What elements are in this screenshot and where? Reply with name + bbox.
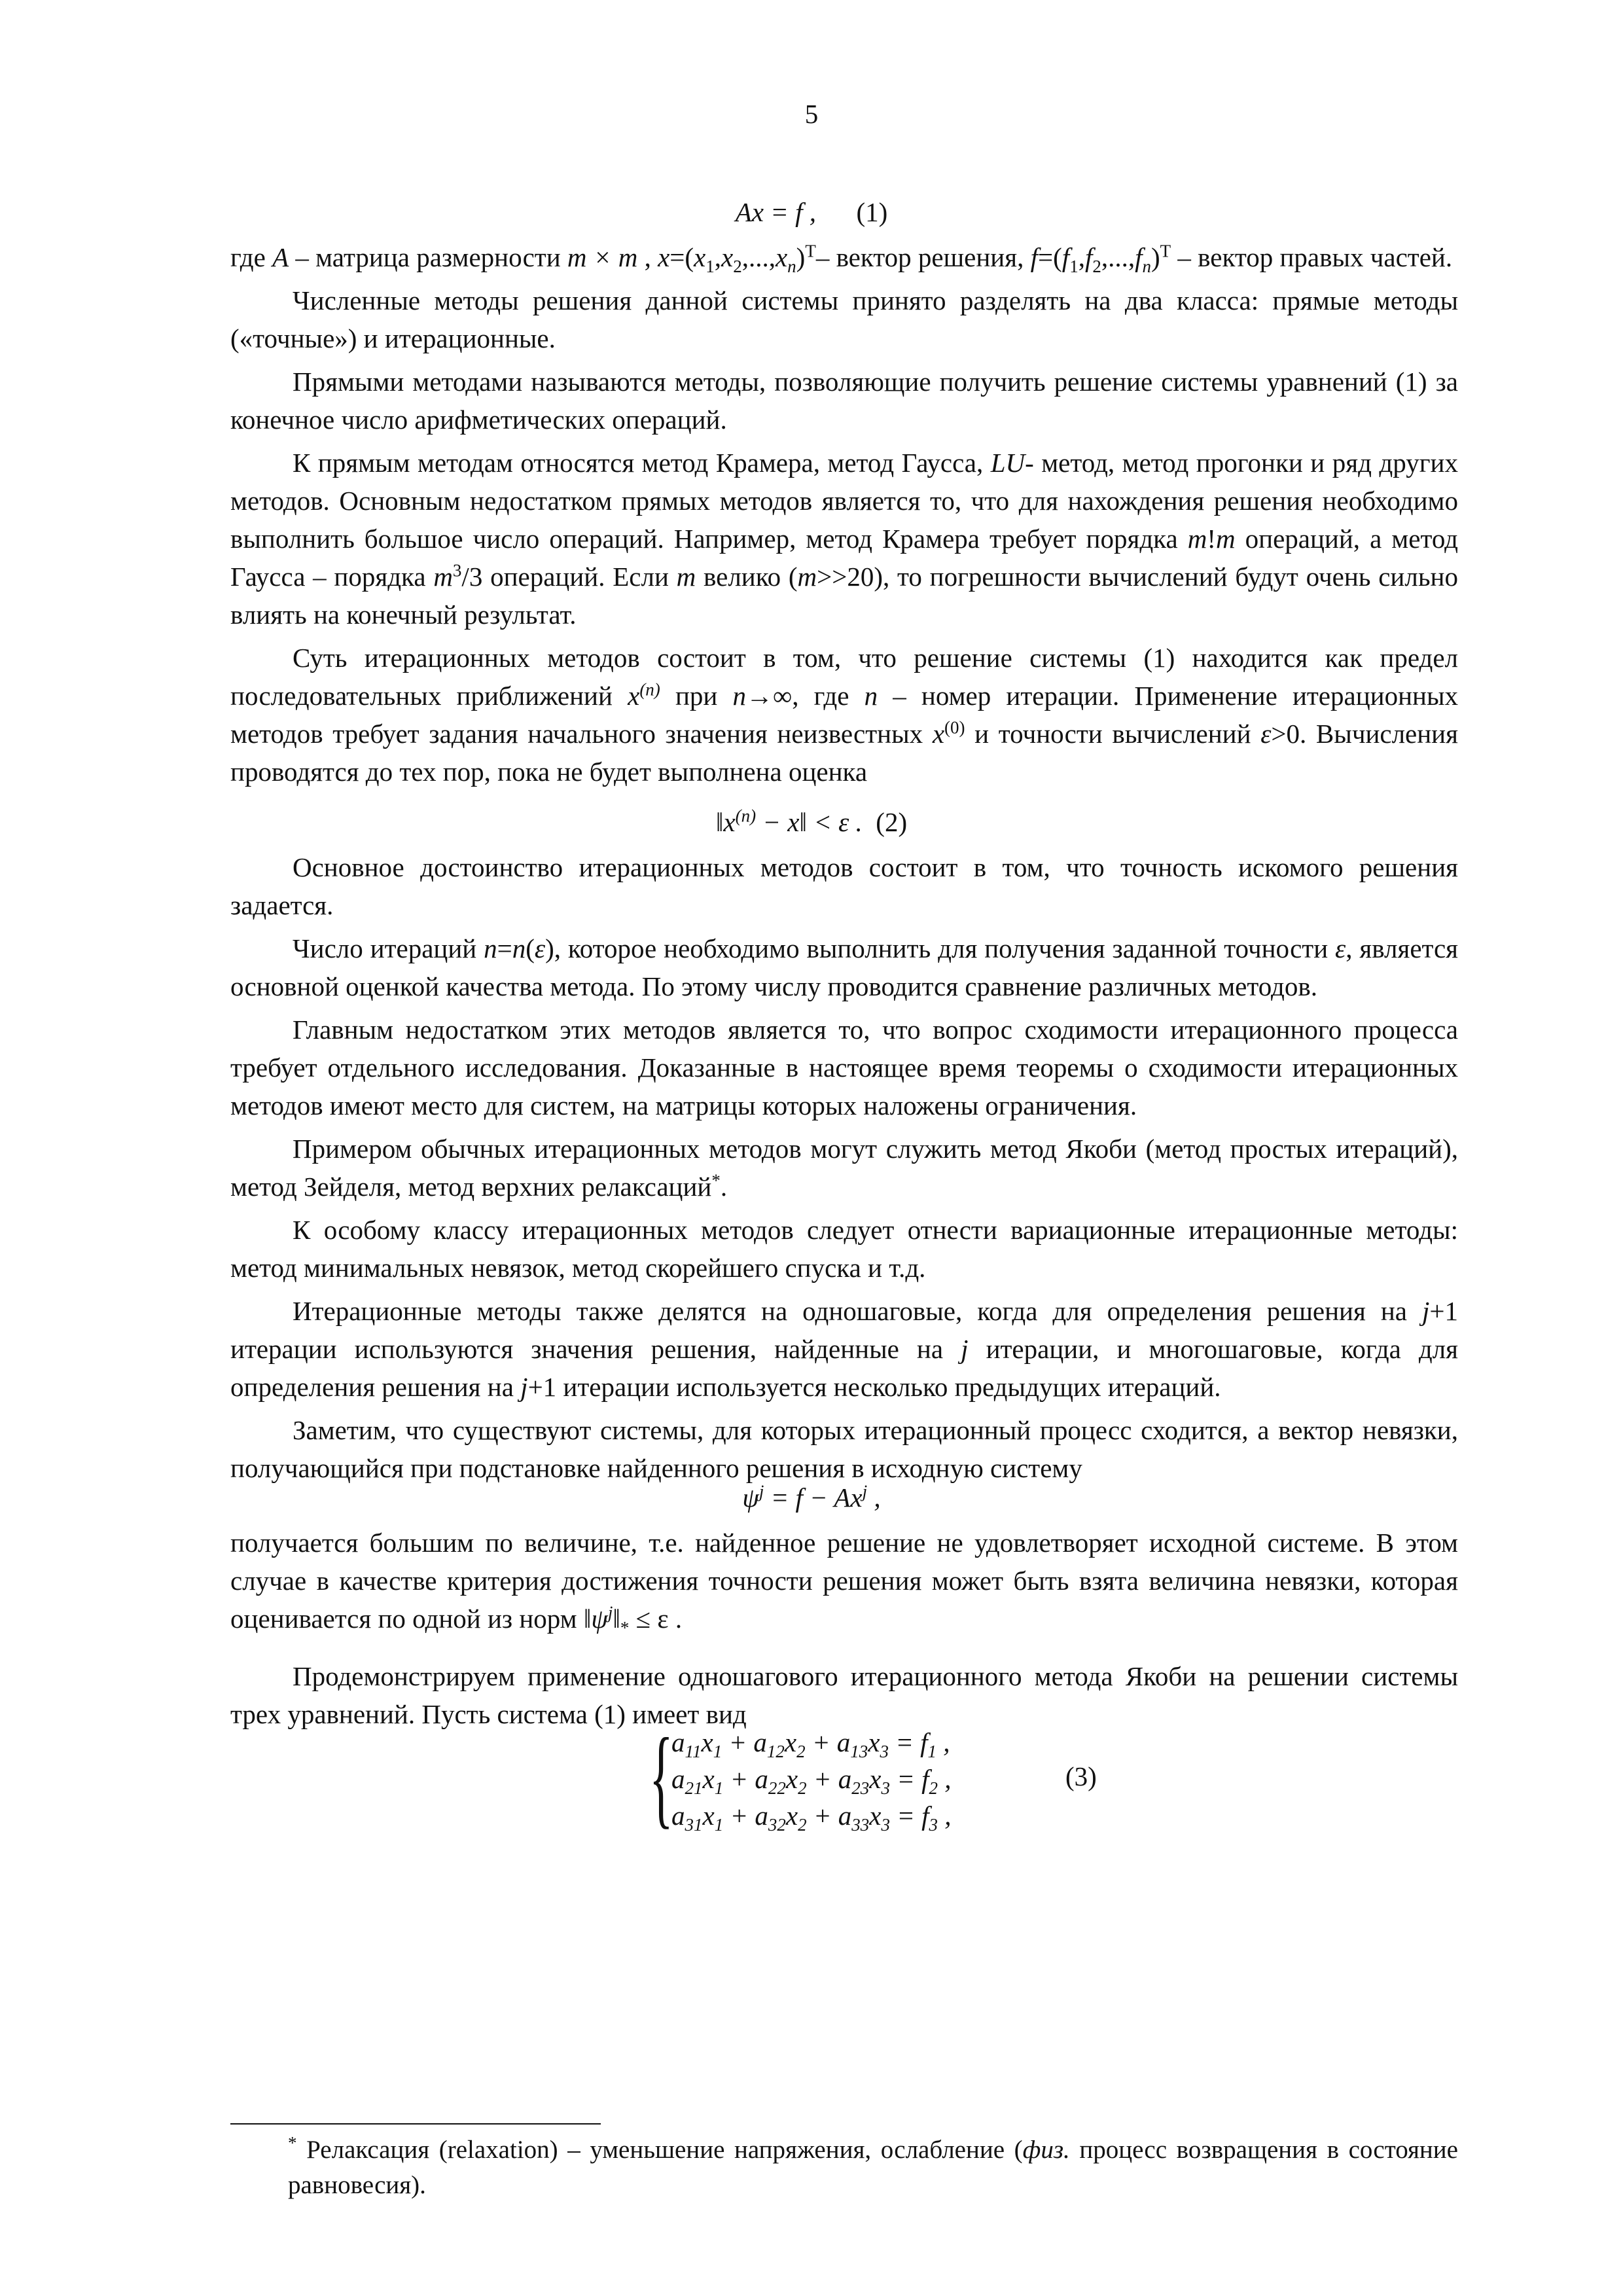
paragraph-residual-criterion: получается большим по величине, т.е. найденное решение не удовлетворяет исходной системе. В этом случае в качестве критерия достижения точности решения может быть взята величина невязки, которая оценивается по одной из норм $‖\psi^j‖_* \le \varepsilon$ . bbox=[230, 1528, 1458, 1638]
system-row-2: $a_{21}x_1 + a_{22}x_2 + a_{23}x_3 = f_2$ , bbox=[671, 1764, 952, 1799]
main-text-middle bbox=[230, 848, 1458, 1487]
paragraph-jacobi-demo: Продемонстрируем применение одношагового итерационного метода Якоби на решении системы трех уравнений. Пусть система (1) имеет вид bbox=[230, 1661, 1458, 1729]
equation-2: $‖x^{(n)}$ − x‖ < ε . (2) bbox=[715, 806, 908, 837]
paragraph-iteration-count: Число итераций n=n(ε), которое необходимо выполнить для получения заданной точности ε, является основной оценкой качества метода. По этому числу проводится сравнение различных методов. bbox=[230, 933, 1459, 1001]
paragraph-method-examples: Примером обычных итерационных методов могут служить метод Якоби (метод простых итераций), метод Зейделя, метод верхних релаксаций*. bbox=[230, 1134, 1458, 1202]
paragraph-one-step-multi-step: Итерационные методы также делятся на одношаговые, когда для определения решения на j+1 итерации используются значения решения, найденные на j итерации, и многошаговые, когда для определения решения на j+1 итерации используется несколько предыдущих итераций. bbox=[230, 1296, 1458, 1402]
paragraph-iterative-essence: Суть итерационных методов состоит в том, что решение системы (1) находится как предел последовательных приближений $x^{(n)}$ при n→∞, где n – номер итерации. Применение итерационных методов требует задания начального значения неизвестных $x^{(0)}$ и точности вычислений ε>0. Вычисления проводятся до тех пор, пока не будет выполнена оценка bbox=[230, 643, 1459, 787]
equation-1-label: (1) bbox=[856, 197, 888, 227]
system-brace: { bbox=[649, 1715, 673, 1839]
footnote: * Релаксация (relaxation) – уменьшение напряжения, ослабление (физ. процесс возвращения в состояние равновесия). bbox=[288, 2133, 1458, 2199]
equation-3-label: (3) bbox=[1065, 1761, 1097, 1791]
footnote-marker: * bbox=[711, 1170, 721, 1191]
system-row-3: $a_{31}x_1 + a_{32}x_2 + a_{33}x_3 = f_3$ , bbox=[671, 1801, 952, 1835]
paragraph-variational-methods: К особому классу итерационных методов следует отнести вариационные итерационные методы: метод минимальных невязок, метод скорейшего спуска и т.д. bbox=[230, 1215, 1458, 1283]
paragraph-main-drawback: Главным недостатком этих методов является то, что вопрос сходимости итерационного процесса требует отдельного исследования. Доказанные в настоящее время теоремы о сходимости итерационных методов имеют место для систем, на матрицы которых наложены ограничения. bbox=[230, 1014, 1458, 1121]
equation-1: Ax = f , (1) bbox=[735, 197, 888, 227]
equation-2-label: (2) bbox=[876, 807, 908, 837]
paragraph-direct-examples: К прямым методам относятся метод Крамера, метод Гаусса, LU- метод, метод прогонки и ряд других методов. Основным недостатком прямых методов является то, что для нахождения решения необходимо выполнить большое число операций. Например, метод Крамера требует порядка m!m операций, а метод Гаусса – порядка $m^3/3$ операций. Если m велико (m>>20), то погрешности вычислений будут очень сильно влиять на конечный результат. bbox=[230, 448, 1458, 630]
page-number: 5 bbox=[804, 99, 819, 129]
footnote-rule bbox=[230, 2123, 601, 2125]
main-text-upper bbox=[230, 238, 1458, 791]
paragraph-residual-intro: Заметим, что существуют системы, для которых итерационный процесс сходится, а вектор невязки, получающийся при подстановке найденного решения в исходную систему bbox=[230, 1415, 1458, 1483]
paragraph-method-classes: Численные методы решения данной системы принято разделять на два класса: прямые методы («точные») и итерационные. bbox=[230, 285, 1458, 353]
system-row-1: $a_{11}x_1 + a_{12}x_2 + a_{13}x_3 = f_1$ , bbox=[671, 1727, 950, 1762]
paragraph-direct-methods: Прямыми методами называются методы, позволяющие получить решение системы уравнений (1) за конечное число арифметических операций. bbox=[230, 367, 1458, 435]
main-text-lower bbox=[230, 1524, 1458, 1733]
paragraph-definitions: где A – матрица размерности m × m , $x=(x_1,x_2,...,x_n)^T-$ вектор решения, $f=(f_1,f_2,...,f_n)^T$ – вектор правых частей. bbox=[230, 241, 1453, 277]
equation-residual: $\psi^j = f - Ax^j$ , bbox=[742, 1481, 881, 1513]
paragraph-main-advantage: Основное достоинство итерационных методов состоит в том, что точность искомого решения задается. bbox=[230, 852, 1458, 920]
